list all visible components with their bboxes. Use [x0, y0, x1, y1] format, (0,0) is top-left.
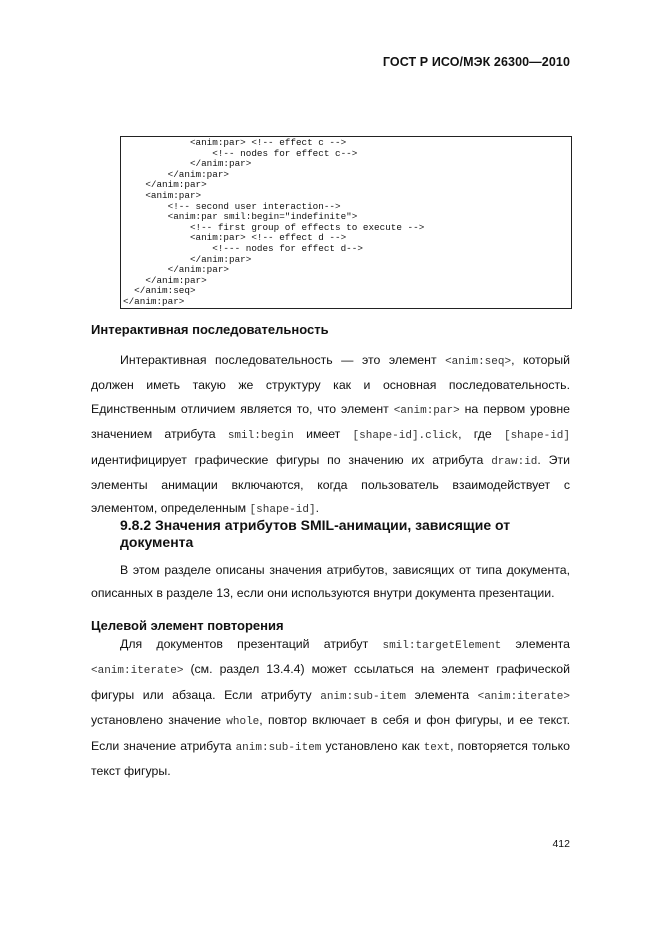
code-line: </anim:par> [123, 295, 185, 307]
paragraph-interactive-sequence: Интерактивная последовательность — это элемент <anim:seq>, который должен иметь такую же структуру как и основная последовательность. Единственным отличием является то, что элемент <anim:par> на первом уровне значением атрибута smil:begin имеет [shape-id].click, где [shape-id] идентифицирует графические фигуры по значению их атрибута draw:id. Эти элементы анимации включаются, когда пользователь взаимодействует с элементом, определенным [shape-id]. [91, 353, 570, 517]
code-line: <anim:par> <!-- effect d --> [123, 232, 347, 244]
code-line: </anim:par> [123, 274, 207, 286]
code-line: <!-- first group of effects to execute --> [123, 221, 425, 233]
page-number: 412 [552, 838, 570, 850]
code-line: </anim:par> [123, 253, 252, 265]
paragraph-iteration-target: Для документов презентаций атрибут smil:targetElement элемента <anim:iterate> (см. раздел 13.4.4) может ссылаться на элемент графической фигуры или абзаца. Если атрибуту anim:sub-item элемента <anim:iterate> установлено значение whole, повтор включает в себя и фон фигуры, и ее текст. Если значение атрибута anim:sub-item установлено как text, повторяется только текст фигуры. [91, 637, 571, 779]
code-line: </anim:par> [123, 158, 252, 170]
code-line: <!-- nodes for effect c--> [123, 147, 358, 159]
heading-iteration-target: Целевой элемент повторения [91, 618, 284, 633]
code-line: <!-- second user interaction--> [123, 200, 341, 212]
heading-interactive-sequence: Интерактивная последовательность [91, 322, 329, 337]
code-listing [120, 136, 572, 309]
code-line: </anim:par> [123, 179, 207, 191]
paragraph-section-9-8-2: В этом разделе описаны значения атрибутов, зависящих от типа документа, описанных в разделе 13, если они используются внутри документа презентации. [91, 563, 570, 601]
code-line: <!--- nodes for effect d--> [123, 242, 363, 254]
document-header: ГОСТ Р ИСО/МЭК 26300—2010 [382, 55, 570, 69]
code-line: </anim:par> [123, 264, 230, 276]
code-line: <anim:par> [123, 189, 202, 201]
code-line: </anim:seq> [123, 285, 196, 297]
heading-section-9-8-2: 9.8.2 Значения атрибутов SMIL-анимации, зависящие от документа [120, 517, 511, 550]
code-line: <anim:par> <!-- effect c --> [123, 137, 347, 148]
code-line: <anim:par smil:begin="indefinite"> [123, 211, 358, 223]
code-line: </anim:par> [123, 168, 230, 180]
